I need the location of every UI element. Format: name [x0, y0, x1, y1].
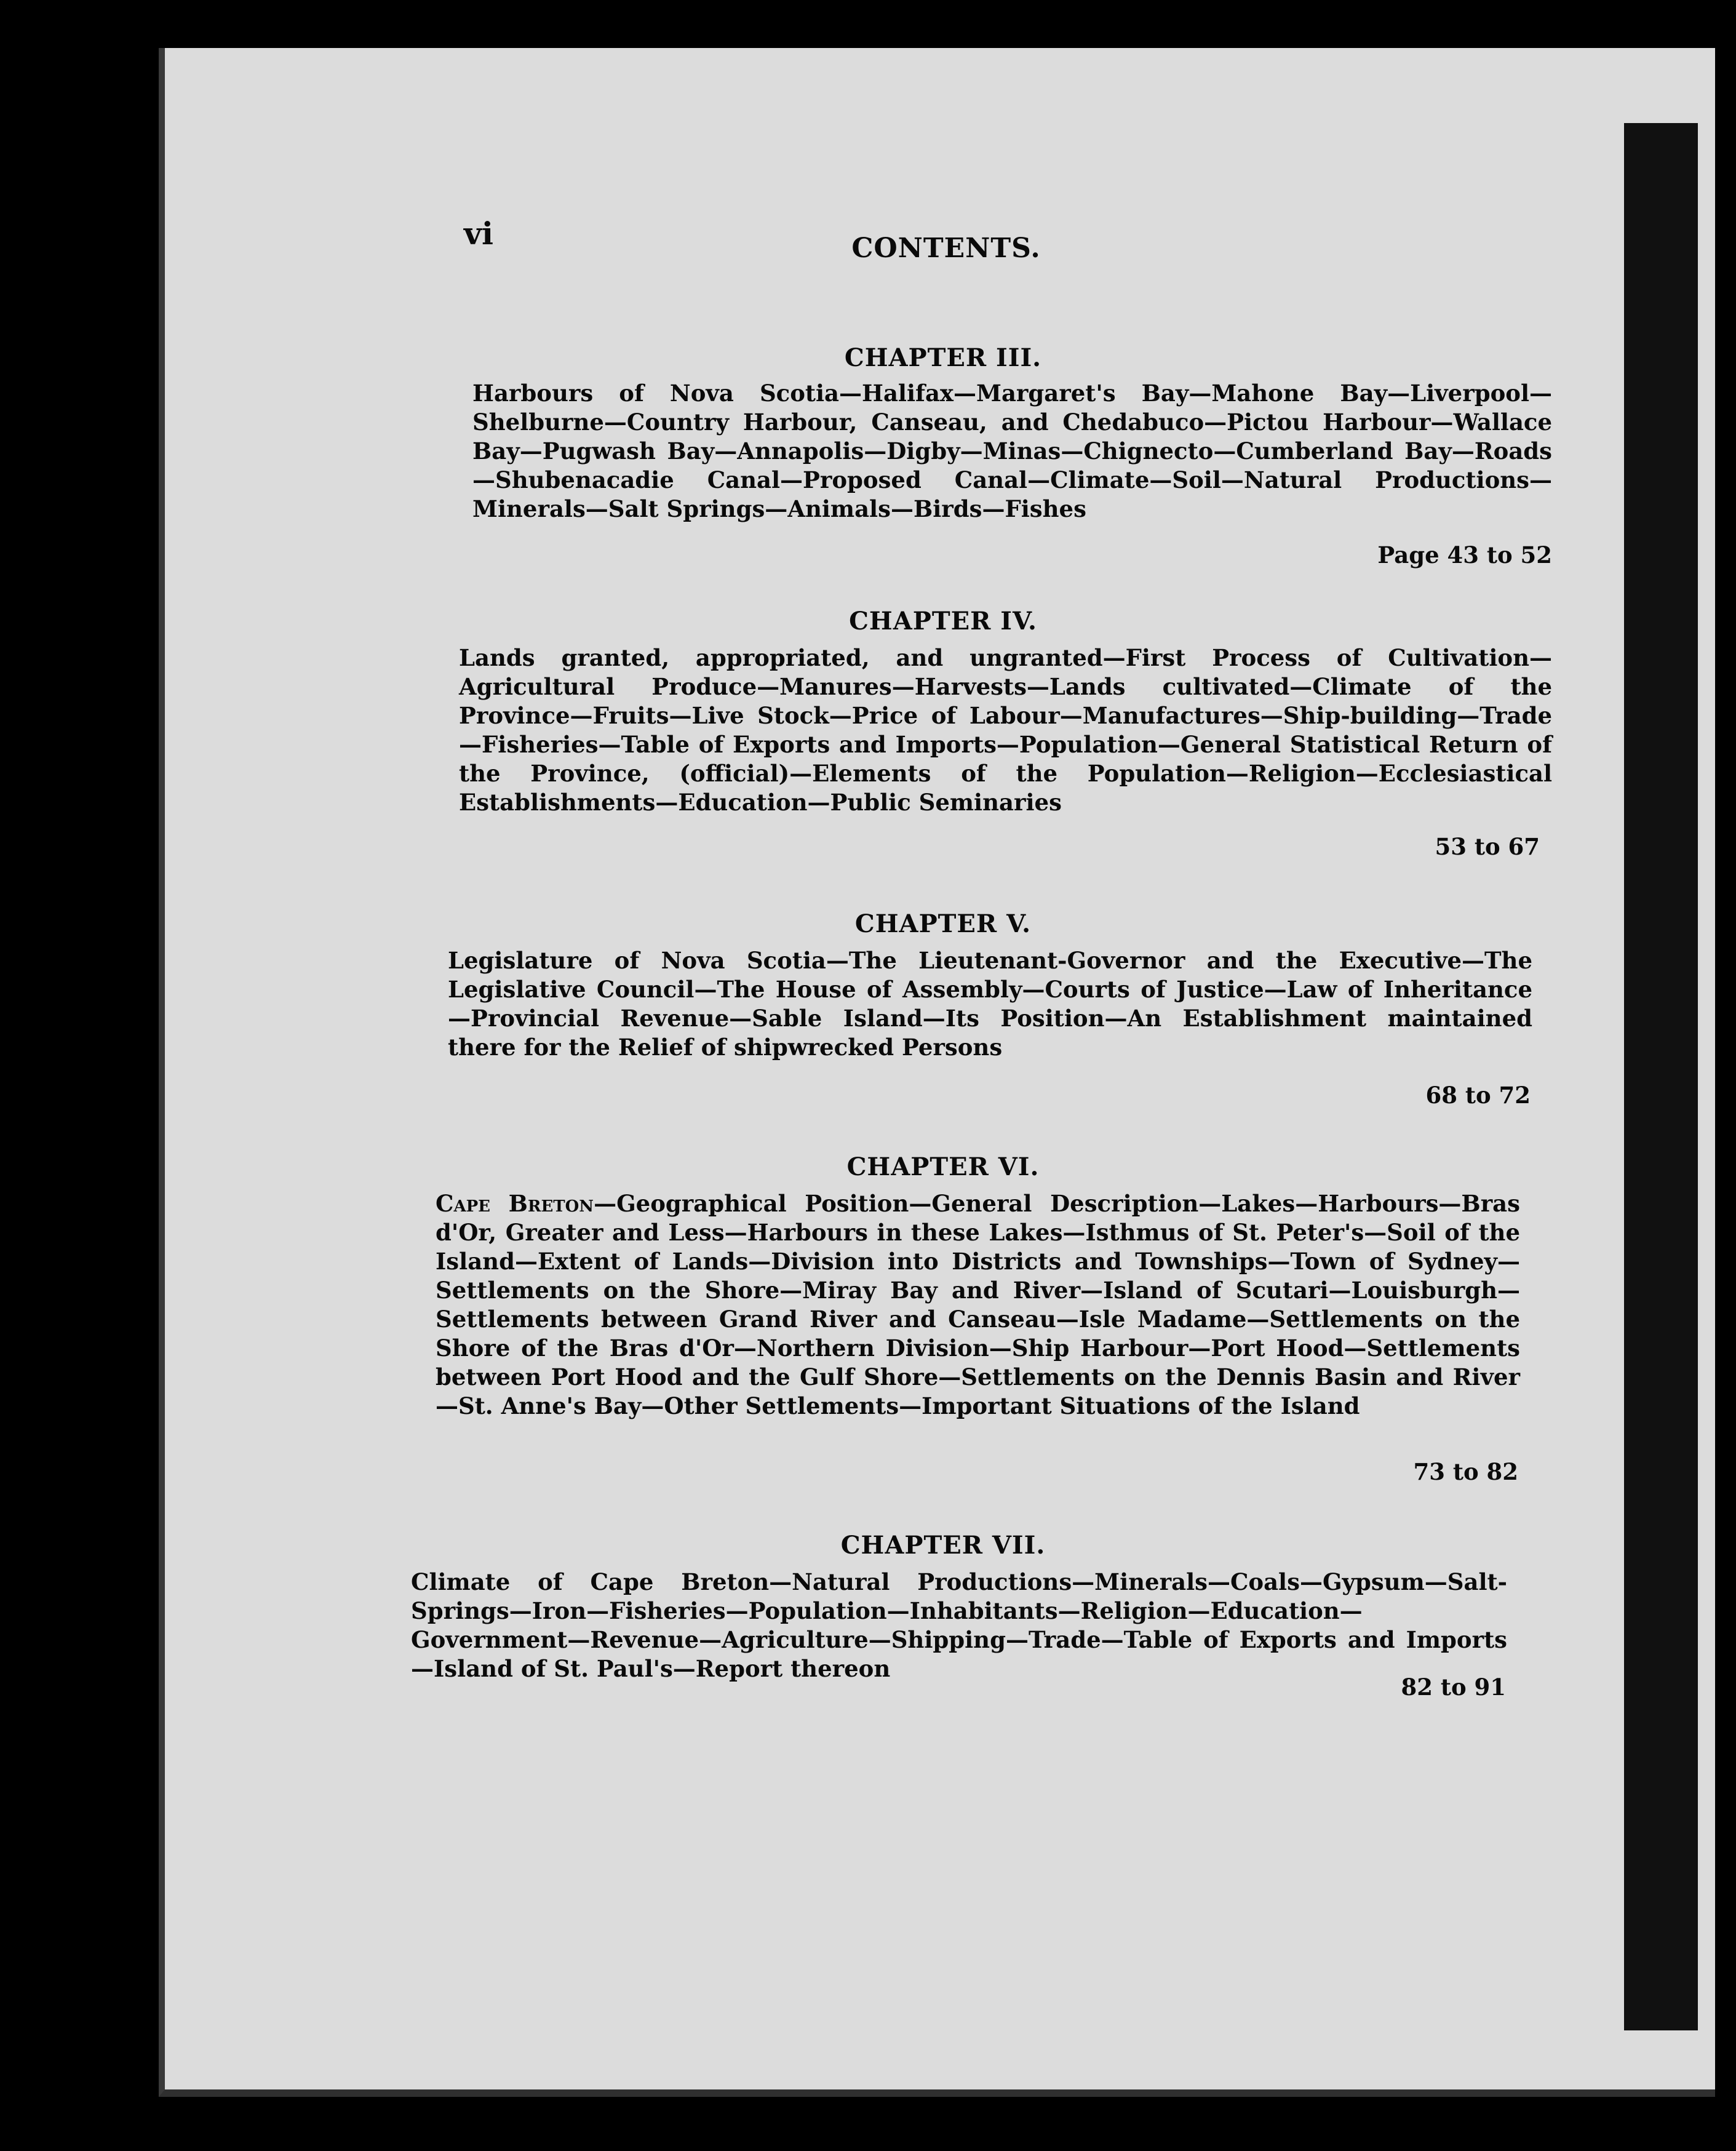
page-content — [165, 48, 1721, 2097]
chapter-page-range: 73 to 82 — [1413, 1458, 1518, 1485]
chapter-summary-text: —Geographical Position—General Description—Lakes—Harbours—Bras d'Or, Greater and Less—Harbours in these Lakes—Isthmus of St. Peter's—Soil of the Island—Extent of Lands—Division into Districts and Townships—Town of Sydney—Settlements on the Shore—Miray Bay and River—Island of Scutari—Louisburgh—Settlements between Grand River and Canseau—Isle Madame—Settlements on the Shore of the Bras d'Or—Northern Division—Ship Harbour—Port Hood—Settlements between Port Hood and the Gulf Shore—Settlements on the Dennis Basin and River—St. Anne's Bay—Other Settlements—Important Situations of the Island — [436, 1190, 1520, 1419]
chapter-title: CHAPTER VI. — [846, 1152, 1040, 1181]
chapter-summary: Harbours of Nova Scotia—Halifax—Margaret's Bay—Mahone Bay—Liverpool—Shelburne—Country Harbour, Canseau, and Chedabuco—Pictou Harbour—Wallace Bay—Pugwash Bay—Annapolis—Digby—Minas—Chignecto—Cumberland Bay—Roads—Shubenacadie Canal—Proposed Canal—Climate—Soil—Natural Productions—Minerals—Salt Springs—Animals—Birds—Fishes — [472, 380, 1552, 522]
running-head: CONTENTS. — [851, 233, 1041, 264]
chapter-summary — [436, 1189, 1520, 1421]
chapter-summary: Lands granted, appropriated, and ungranted—First Process of Cultivation—Agricultural Produce—Manures—Harvests—Lands cultivated—Climate of the Province—Fruits—Live Stock—Price of Labour—Manufactures—Ship-building—Trade—Fisheries—Table of Exports and Imports—Population—General Statistical Return of the Province, (official)—Elements of the Population—Religion—Ecclesiastical Establishments—Education—Public Seminaries — [459, 644, 1552, 816]
chapter-title: CHAPTER III. — [844, 343, 1042, 372]
chapter-page-range: 68 to 72 — [1425, 1082, 1531, 1109]
book-page — [159, 48, 1715, 2097]
chapter-page-range: Page 43 to 52 — [1377, 541, 1552, 569]
chapter-page-range: 53 to 67 — [1435, 833, 1540, 860]
chapter-title: CHAPTER VII. — [840, 1531, 1046, 1560]
page-folio: vi — [464, 215, 494, 252]
chapter-summary: Legislature of Nova Scotia—The Lieutenant-Governor and the Executive—The Legislative Council—The House of Assembly—Courts of Justice—Law of Inheritance—Provincial Revenue—Sable Island—Its Position—An Establishment maintained there for the Relief of shipwrecked Persons — [448, 947, 1532, 1061]
chapter-title: CHAPTER IV. — [849, 607, 1037, 636]
cape-breton-lead: Cape Breton — [436, 1190, 594, 1217]
chapter-title: CHAPTER V. — [854, 909, 1032, 938]
chapter-summary: Climate of Cape Breton—Natural Productions—Minerals—Coals—Gypsum—Salt-Springs—Iron—Fisheries—Population—Inhabitants—Religion—Education—Government—Revenue—Agriculture—Shipping—Trade—Table of Exports and Imports—Island of St. Paul's—Report thereon — [411, 1568, 1507, 1682]
torn-page-edge — [1624, 123, 1698, 2030]
chapter-page-range: 82 to 91 — [1401, 1674, 1506, 1701]
